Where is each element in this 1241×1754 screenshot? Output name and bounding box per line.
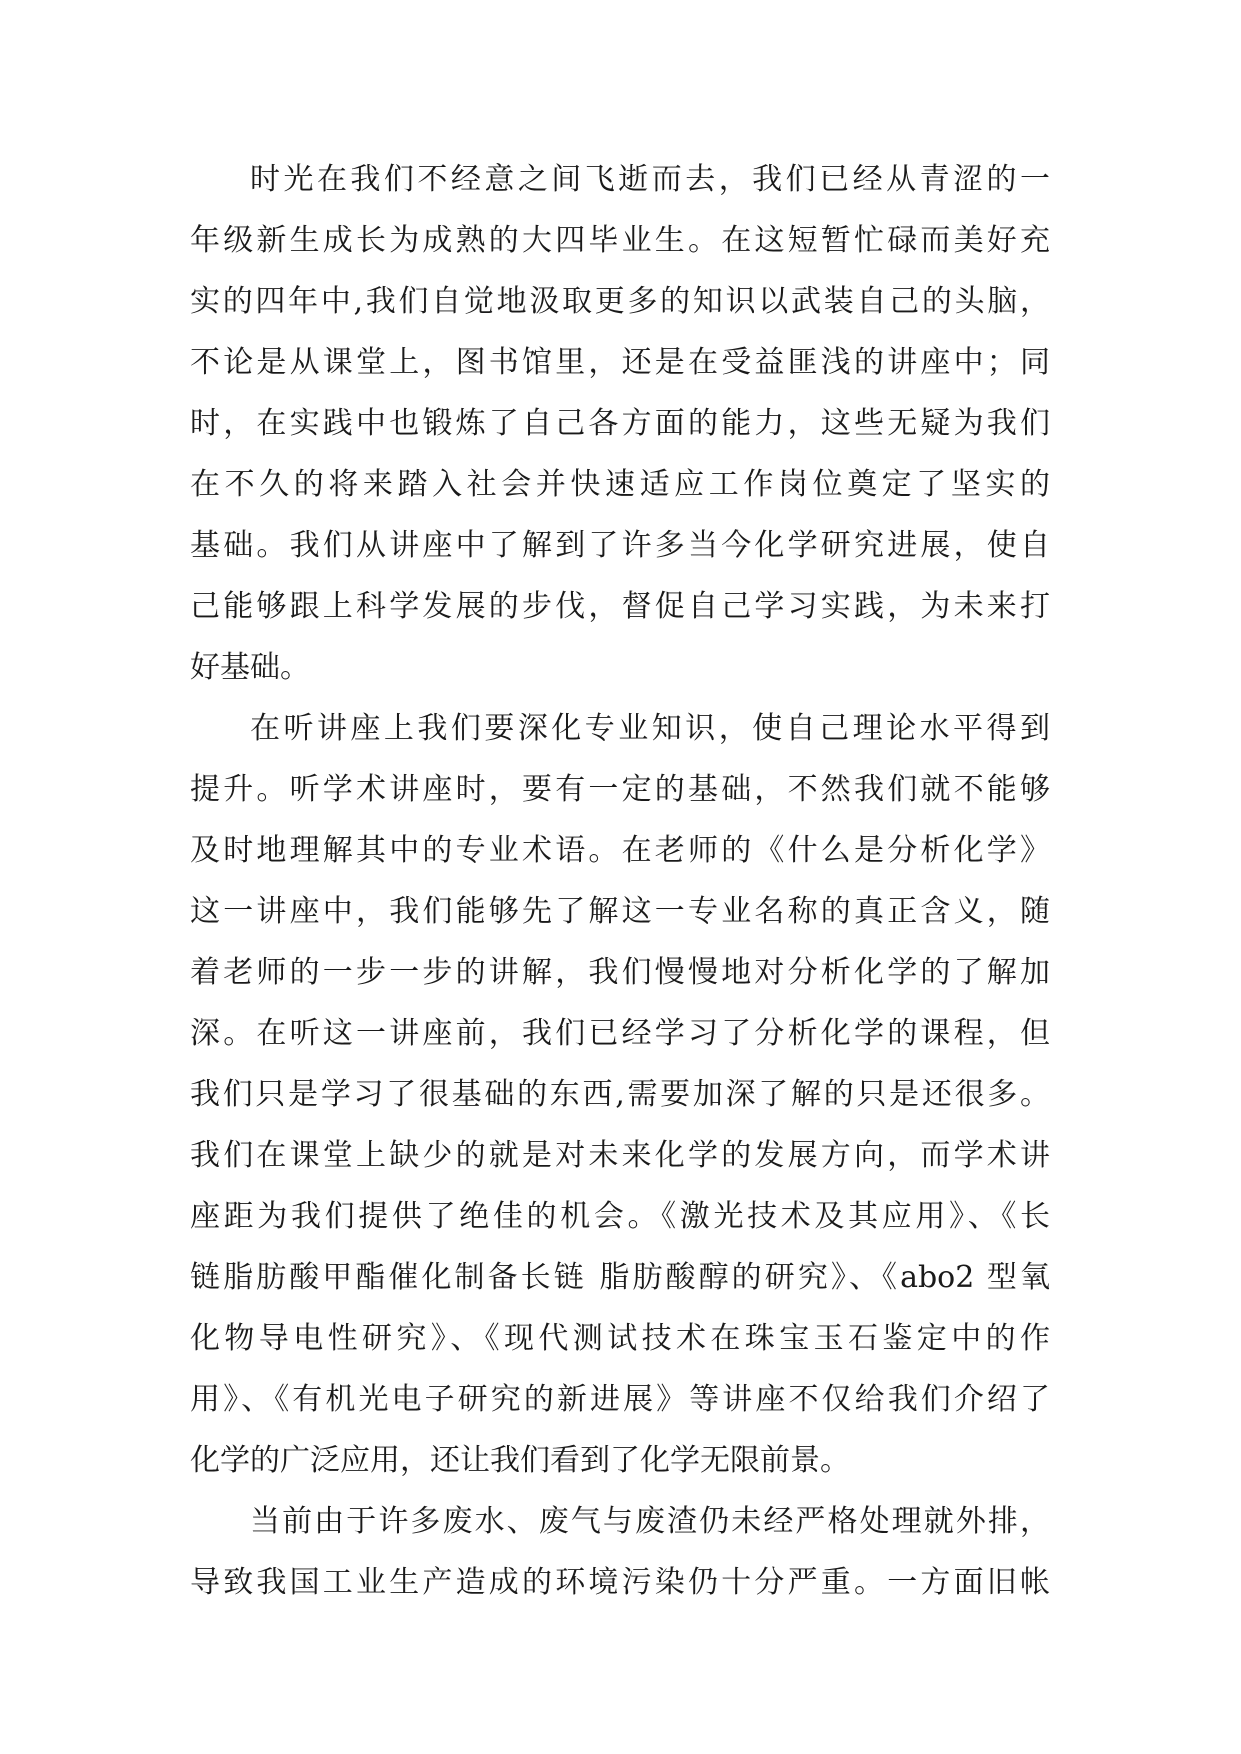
paragraph-3-line-1: 当前由于许多废水、废气与废渣仍未经严格处理就外排， bbox=[250, 1504, 1050, 1539]
paragraph-1-line-7: 基础。我们从讲座中了解到了许多当今化学研究进展，使自 bbox=[190, 528, 1050, 563]
paragraph-1-line-6: 在不久的将来踏入社会并快速适应工作岗位奠定了坚实的 bbox=[190, 467, 1050, 502]
paragraph-1-line-1: 时光在我们不经意之间飞逝而去，我们已经从青涩的一 bbox=[250, 162, 1050, 197]
paragraph-2-line-8: 我们在课堂上缺少的就是对未来化学的发展方向，而学术讲 bbox=[190, 1138, 1050, 1173]
paragraph-2-line-3: 及时地理解其中的专业术语。在老师的《什么是分析化学》 bbox=[190, 833, 1050, 868]
paragraph-2-line-9: 座距为我们提供了绝佳的机会。《激光技术及其应用》、《长 bbox=[190, 1199, 1050, 1234]
paragraph-2-line-7: 我们只是学习了很基础的东西,需要加深了解的只是还很多。 bbox=[190, 1077, 1050, 1112]
paragraph-1-line-2: 年级新生成长为成熟的大四毕业生。在这短暂忙碌而美好充 bbox=[190, 223, 1050, 258]
paragraph-1-line-5: 时，在实践中也锻炼了自己各方面的能力，这些无疑为我们 bbox=[190, 406, 1050, 441]
paragraph-2-line-10: 链脂肪酸甲酯催化制备长链 脂肪酸醇的研究》、《abo2 型氧 bbox=[190, 1260, 1050, 1295]
paragraph-1-line-3: 实的四年中,我们自觉地汲取更多的知识以武装自己的头脑， bbox=[190, 284, 1050, 319]
paragraph-3-line-2: 导致我国工业生产造成的环境污染仍十分严重。一方面旧帐 bbox=[190, 1565, 1050, 1600]
paragraph-2-line-4: 这一讲座中，我们能够先了解这一专业名称的真正含义，随 bbox=[190, 894, 1050, 929]
paragraph-1-line-9: 好基础。 bbox=[190, 650, 310, 685]
paragraph-2-line-1: 在听讲座上我们要深化专业知识，使自己理论水平得到 bbox=[250, 711, 1050, 746]
paragraph-2-line-13: 化学的广泛应用，还让我们看到了化学无限前景。 bbox=[190, 1443, 850, 1478]
paragraph-2-line-2: 提升。听学术讲座时，要有一定的基础，不然我们就不能够 bbox=[190, 772, 1050, 807]
paragraph-2-line-12: 用》、《有机光电子研究的新进展》等讲座不仅给我们介绍了 bbox=[190, 1382, 1050, 1417]
paragraph-1-line-4: 不论是从课堂上，图书馆里，还是在受益匪浅的讲座中；同 bbox=[190, 345, 1050, 380]
paragraph-1-line-8: 己能够跟上科学发展的步伐，督促自己学习实践，为未来打 bbox=[190, 589, 1050, 624]
paragraph-2-line-6: 深。在听这一讲座前，我们已经学习了分析化学的课程，但 bbox=[190, 1016, 1050, 1051]
paragraph-2-line-11: 化物导电性研究》、《现代测试技术在珠宝玉石鉴定中的作 bbox=[190, 1321, 1050, 1356]
paragraph-2-line-5: 着老师的一步一步的讲解，我们慢慢地对分析化学的了解加 bbox=[190, 955, 1050, 990]
